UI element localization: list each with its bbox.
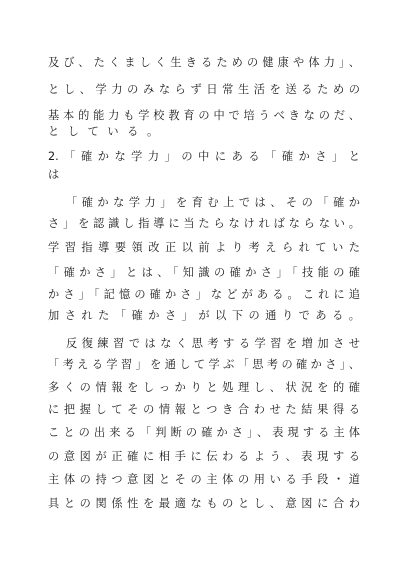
text-line-9: 学習指導要領改正以前より考えられていた [48,241,360,254]
text-line-2: とし、学力のみならず日常生活を送るための [48,83,360,96]
text-line-12: 加された「確かさ」が以下の通りである。 [48,309,360,322]
text-line-14: 「考える学習」を通して学ぶ「思考の確かさ」、 [48,358,360,371]
text-line-13: 反復練習ではなく思考する学習を増加させ [66,337,360,350]
text-line-20: 具との関係性を最適なものとし、意図に合わ [48,497,360,510]
text-line-11: かさ」「記憶の確かさ」などがある。これに追 [48,288,360,301]
text-line-10: 「確かさ」とは、「知識の確かさ」「技能の確 [48,266,360,279]
text-line-15: 多くの情報をしっかりと処理し、状況を的確 [48,381,360,394]
text-line-19: 主体の持つ意図とその主体の用いる手段・道 [48,473,360,486]
text-line-4: としている。 [48,125,167,138]
text-line-3: 基本的能力も学校教育の中で培うべきなのだ、 [48,109,360,122]
text-line-1: 及び、たくましく生きるための健康や体力」、 [48,56,360,69]
section-heading-line-1: 2.「確かな学力」の中にある「確かさ」と [48,150,360,163]
text-line-17: ことの出来る「判断の確かさ」、表現する主体 [48,426,360,439]
section-heading-line-2: は [48,168,68,181]
text-line-16: に把握してその情報とつき合わせた結果得る [48,403,360,416]
text-line-8: さ」を認識し指導に当たらなければならない。 [48,217,360,230]
text-line-7: 「確かな学力」を育む上では、その「確か [66,196,360,209]
text-line-18: の意図が正確に相手に伝わるよう、表現する [48,450,360,463]
